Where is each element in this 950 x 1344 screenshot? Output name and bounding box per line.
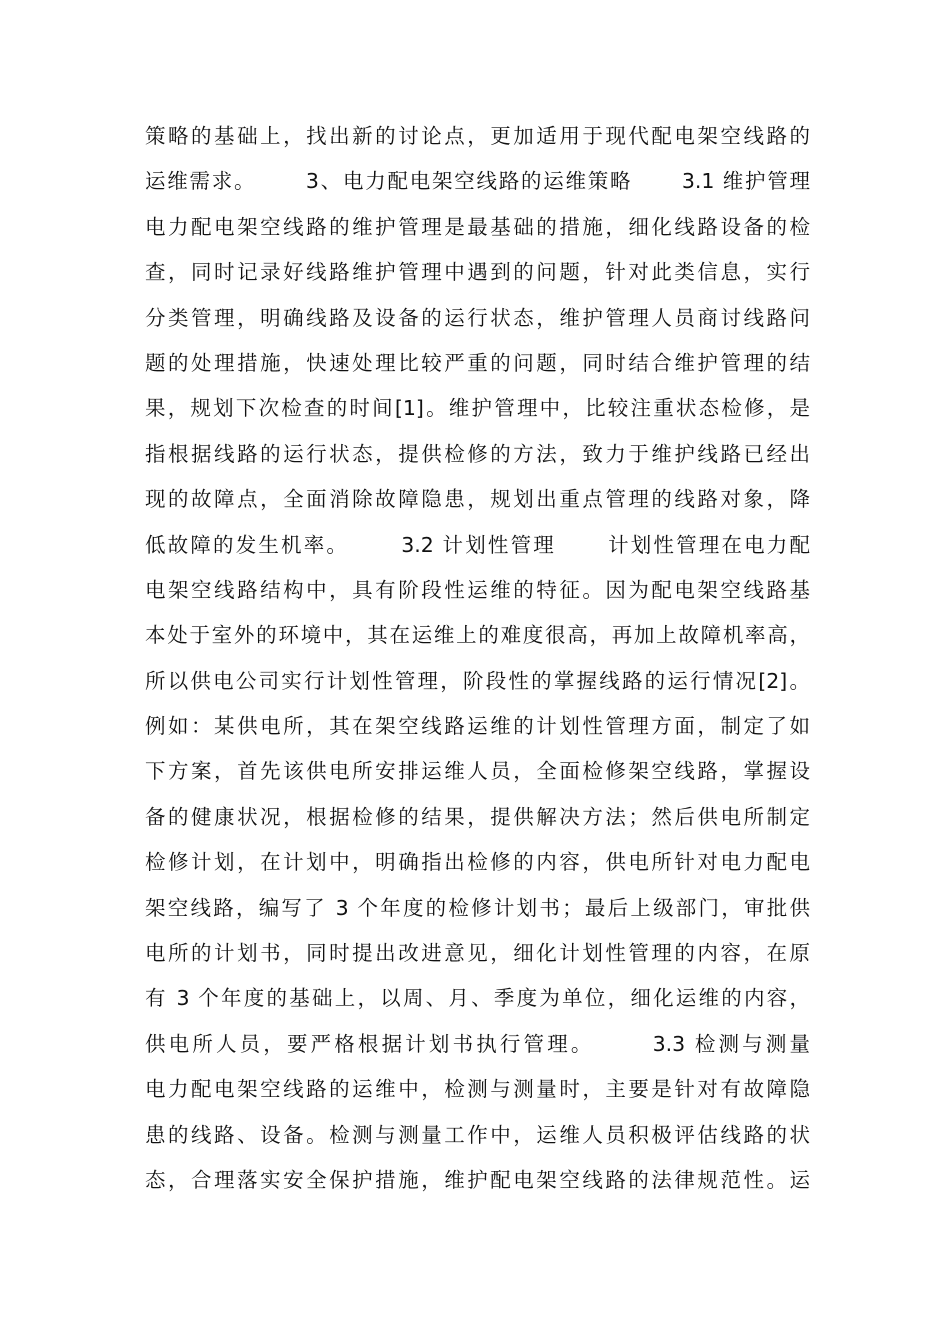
text-line-10: 低故障的发生机率。 3.2 计划性管理 计划性管理在电力配	[145, 532, 810, 557]
body-text	[145, 114, 810, 1203]
text-line-8: 指根据线路的运行状态，提供检修的方法，致力于维护线路已经出	[145, 441, 810, 466]
text-line-23: 患的线路、设备。检测与测量工作中，运维人员积极评估线路的状	[145, 1122, 810, 1147]
text-line-4: 查，同时记录好线路维护管理中遇到的问题，针对此类信息，实行	[145, 260, 810, 285]
text-line-13: 所以供电公司实行计划性管理，阶段性的掌握线路的运行情况[2]。	[145, 668, 810, 693]
text-line-17: 检修计划，在计划中，明确指出检修的内容，供电所针对电力配电	[145, 850, 810, 875]
text-line-2: 运维需求。 3、电力配电架空线路的运维策略 3.1 维护管理	[145, 169, 810, 194]
text-line-18: 架空线路，编写了 3 个年度的检修计划书；最后上级部门，审批供	[145, 895, 810, 920]
text-line-21: 供电所人员，要严格根据计划书执行管理。 3.3 检测与测量	[145, 1031, 810, 1056]
text-line-1: 策略的基础上，找出新的讨论点，更加适用于现代配电架空线路的	[145, 124, 810, 148]
text-line-9: 现的故障点，全面消除故障隐患，规划出重点管理的线路对象，降	[145, 487, 810, 512]
text-line-19: 电所的计划书，同时提出改进意见，细化计划性管理的内容，在原	[145, 941, 810, 966]
text-line-15: 下方案，首先该供电所安排运维人员，全面检修架空线路，掌握设	[145, 759, 810, 784]
text-line-5: 分类管理，明确线路及设备的运行状态，维护管理人员商讨线路问	[145, 305, 810, 330]
text-line-24: 态，合理落实安全保护措施，维护配电架空线路的法律规范性。运	[145, 1167, 810, 1192]
text-line-16: 备的健康状况，根据检修的结果，提供解决方法；然后供电所制定	[145, 804, 810, 829]
text-line-14: 例如：某供电所，其在架空线路运维的计划性管理方面，制定了如	[145, 714, 810, 739]
text-line-20: 有 3 个年度的基础上，以周、月、季度为单位，细化运维的内容，	[145, 986, 810, 1011]
text-line-12: 本处于室外的环境中，其在运维上的难度很高，再加上故障机率高，	[145, 623, 810, 648]
text-line-22: 电力配电架空线路的运维中，检测与测量时，主要是针对有故障隐	[145, 1077, 810, 1102]
text-line-3: 电力配电架空线路的维护管理是最基础的措施，细化线路设备的检	[145, 214, 810, 239]
text-line-7: 果，规划下次检查的时间[1]。维护管理中，比较注重状态检修，是	[145, 396, 810, 421]
text-line-11: 电架空线路结构中，具有阶段性运维的特征。因为配电架空线路基	[145, 577, 810, 602]
text-line-6: 题的处理措施，快速处理比较严重的问题，同时结合维护管理的结	[145, 350, 810, 375]
